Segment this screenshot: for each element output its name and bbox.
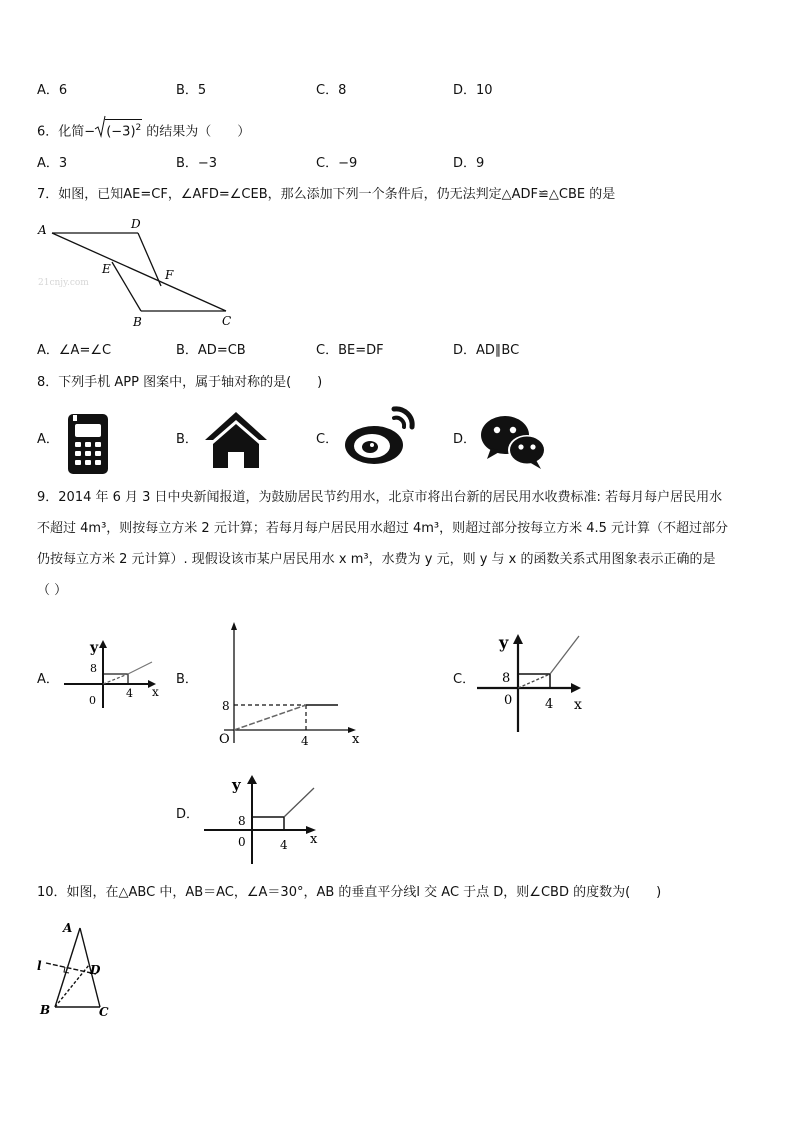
q6-prefix: 6．化简 — [37, 124, 85, 140]
q7-label-d: D — [131, 217, 141, 231]
q7-option-c: C．BE=DF — [316, 343, 384, 358]
q6-stem — [37, 119, 250, 141]
q7-option-b: B．AD=CB — [176, 343, 246, 358]
q10-label-b: B — [40, 1003, 51, 1017]
q7-option-a: A．∠A=∠C — [37, 343, 112, 358]
q9-d-ytick: 8 — [238, 814, 246, 828]
q9-graph-b — [212, 617, 372, 749]
q9-option-c-label: C． — [453, 672, 476, 687]
q9-line-4: （ ） — [37, 583, 68, 598]
q7-option-d: D．AD∥BC — [453, 343, 520, 358]
q8-stem: 8．下列手机 APP 图案中，属于轴对称的是( ) — [37, 375, 323, 390]
weibo-icon — [342, 405, 416, 467]
q9-line-2: 不超过 4m³，则按每立方米 2 元计算；若每月每户居民用水超过 4m³，则超过部分按每立方米 4.5 元计算（不超过部分 — [37, 521, 729, 536]
q6-exponent: 2 — [135, 123, 142, 133]
q7-label-c: C — [222, 314, 232, 328]
q9-b-xtick: 4 — [301, 734, 309, 748]
q9-d-y-label: y — [232, 776, 241, 794]
q6-minus: − — [84, 124, 96, 140]
q9-option-b-label: B． — [176, 672, 198, 687]
q9-c-ytick: 8 — [502, 671, 511, 686]
watermark: 21cnjy.com — [38, 278, 89, 288]
q8-option-b-label: B． — [176, 432, 198, 447]
q9-c-x-label: x — [574, 697, 582, 713]
q7-label-a: A — [38, 223, 47, 237]
q8-option-c-label: C． — [316, 432, 339, 447]
q6-radicand: −3 — [111, 124, 131, 140]
q9-line-3: 仍按每立方米 2 元计算）. 现假设该市某户居民用水 x m³，水费为 y 元，则 y 与 x 的函数关系式用图象表示正确的是 — [37, 552, 716, 567]
q5-option-d: D．10 — [453, 83, 493, 98]
q6-option-a: A．3 — [37, 156, 68, 171]
q9-option-d-label: D． — [176, 807, 200, 822]
q9-option-a-label: A． — [37, 672, 59, 687]
q7-label-b: B — [133, 315, 142, 329]
q10-label-l: l — [37, 959, 42, 973]
q6-option-d: D．9 — [453, 156, 485, 171]
q6-suffix: 的结果为（ ） — [146, 124, 251, 140]
q8-option-d-label: D． — [453, 432, 477, 447]
q9-d-origin: 0 — [238, 835, 246, 849]
q6-paren-open: ( — [106, 124, 112, 140]
phone-icon — [66, 412, 112, 476]
q9-d-x-label: x — [310, 832, 318, 847]
q9-a-y-label: y — [90, 640, 99, 656]
q9-graph-d — [200, 772, 325, 867]
q5-option-a: A．6 — [37, 83, 68, 98]
q7-stem: 7．如图，已知AE=CF，∠AFD=∠CEB，那么添加下列一个条件后，仍无法判定△ADF≌△CBE 的是 — [37, 187, 616, 202]
q9-b-origin: O — [219, 732, 230, 747]
q9-a-ytick: 8 — [90, 662, 97, 675]
q9-b-x-label: x — [352, 732, 360, 747]
q6-paren-close: ) — [130, 124, 136, 140]
q5-option-c: C．8 — [316, 83, 347, 98]
q9-c-xtick: 4 — [545, 697, 554, 712]
q6-option-b: B．−3 — [176, 156, 218, 171]
q10-stem: 10．如图，在△ABC 中，AB＝AC，∠A＝30°，AB 的垂直平分线l 交 AC 于点 D，则∠CBD 的度数为( ) — [37, 885, 662, 900]
q9-d-xtick: 4 — [280, 838, 288, 852]
q9-b-ytick: 8 — [222, 699, 230, 713]
q9-line-1: 9．2014 年 6 月 3 日中央新闻报道，为鼓励居民节约用水，北京市将出台新的居民用水收费标准: 若每月每户居民用水 — [37, 490, 723, 505]
q8-option-a-label: A． — [37, 432, 59, 447]
q9-graph-a — [60, 636, 170, 716]
wechat-icon — [479, 413, 549, 471]
q7-label-f: F — [165, 268, 174, 282]
q5-option-b: B．5 — [176, 83, 207, 98]
q9-c-y-label: y — [499, 633, 509, 652]
radical-sign — [95, 116, 105, 138]
q7-figure — [30, 212, 250, 334]
house-icon — [203, 410, 269, 470]
q7-label-e: E — [102, 262, 111, 276]
q9-a-origin: 0 — [89, 694, 96, 707]
q6-radical — [96, 119, 142, 141]
q9-c-origin: 0 — [504, 693, 513, 708]
q10-label-a: A — [63, 921, 73, 935]
q6-option-c: C．−9 — [316, 156, 358, 171]
q9-a-x-label: x — [152, 685, 159, 699]
q9-a-xtick: 4 — [126, 687, 133, 700]
q10-label-c: C — [99, 1005, 109, 1019]
q9-graph-c — [473, 630, 593, 738]
q10-label-d: D — [90, 963, 101, 977]
q10-figure — [30, 918, 125, 1026]
